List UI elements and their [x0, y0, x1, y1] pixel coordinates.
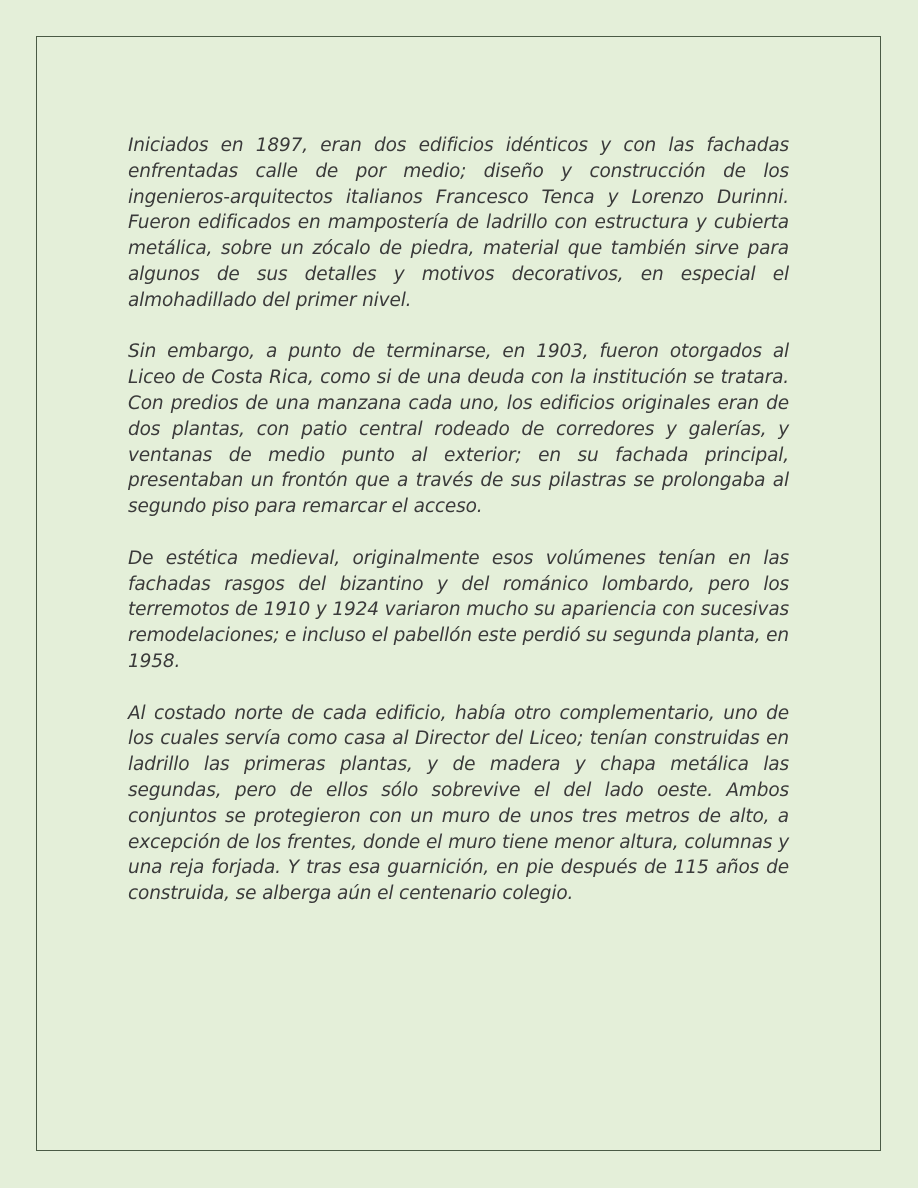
paragraph-1: Iniciados en 1897, eran dos edificios idénticos y con las fachadas enfrentadas calle de por medio; diseño y construcción de los ingenieros-arquitectos italianos Francesco Tenca y Lorenzo Durinni. Fueron edificados en mampostería de ladrillo con estructura y cubierta metálica, sobre un zócalo de piedra, material que también sirve para algunos de sus detalles y motivos decorativos, en especial el almohadillado del primer nivel. — [128, 135, 789, 311]
paragraph-4: Al costado norte de cada edificio, había otro complementario, uno de los cuales servía como casa al Director del Liceo; tenían construidas en ladrillo las primeras plantas, y de madera y chapa metálica las segundas, pero de ellos sólo sobrevive el del lado oeste. Ambos conjuntos se protegieron con un muro de unos tres metros de alto, a excepción de los frentes, donde el muro tiene menor altura, columnas y una reja forjada. Y tras esa guarnición, en pie después de 115 años de construida, se alberga aún el centenario colegio. — [128, 702, 789, 905]
paragraph-2: Sin embargo, a punto de terminarse, en 1903, fueron otorgados al Liceo de Costa Rica, como si de una deuda con la institución se tratara. Con predios de una manzana cada uno, los edificios originales eran de dos plantas, con patio central rodeado de corredores y galerías, y ventanas de medio punto al exterior; en su fachada principal, presentaban un frontón que a través de sus pilastras se prolongaba al segundo piso para remarcar el acceso. — [128, 341, 789, 518]
paragraph-3: De estética medieval, originalmente esos volúmenes tenían en las fachadas rasgos del bizantino y del románico lombardo, pero los terremotos de 1910 y 1924 variaron mucho su apariencia con sucesivas remodelaciones; e incluso el pabellón este perdió su segunda planta, en 1958. — [128, 547, 789, 672]
body-text — [128, 133, 789, 933]
